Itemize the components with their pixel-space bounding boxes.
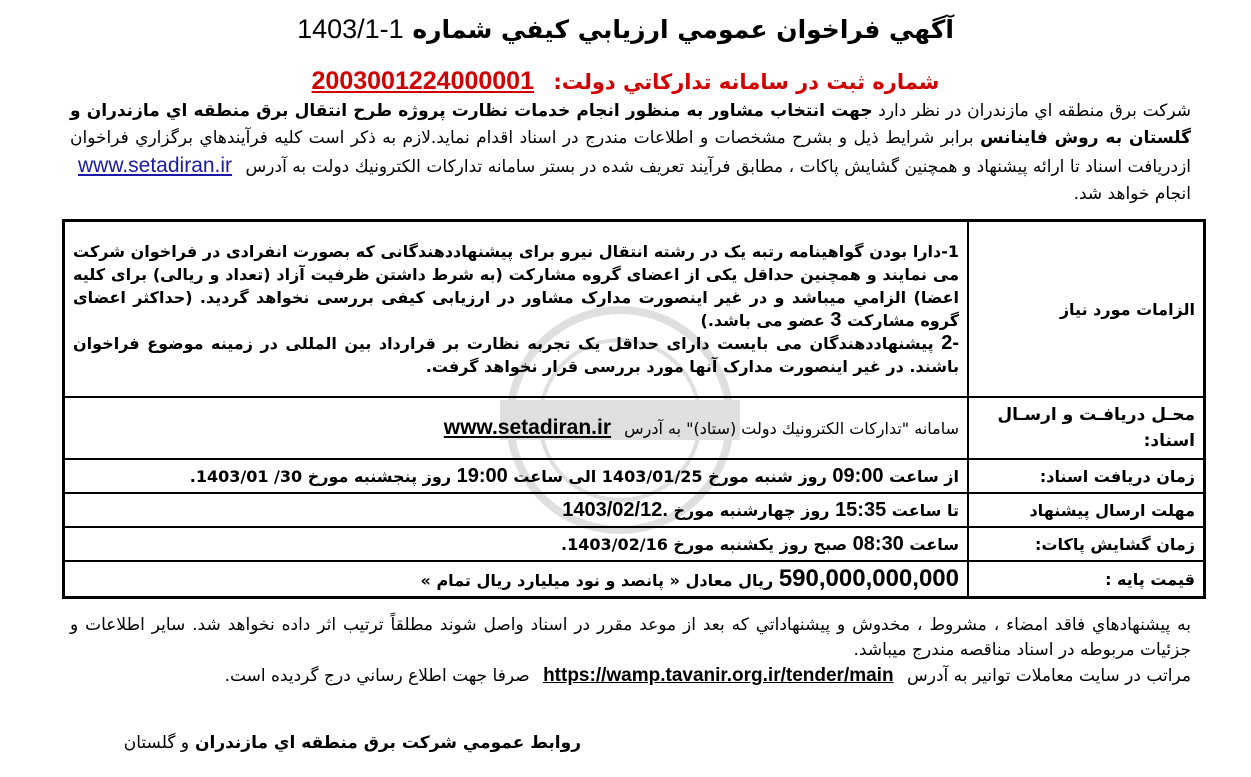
table-row	[64, 527, 1205, 561]
place-content: سامانه "تداركات الكترونيك دولت (ستاد)" به آدرس www.setadiran.ir	[64, 397, 969, 459]
table-row	[64, 459, 1205, 493]
table-row	[64, 493, 1205, 527]
setadiran-link[interactable]: www.setadiran.ir	[78, 154, 233, 177]
receive-content: از ساعت 09:00 روز شنبه مورخ 1403/01/25 الی ساعت 19:00 روز پنجشنبه مورخ 30/ 1403/01.	[64, 459, 969, 493]
table-row	[64, 561, 1205, 598]
deadline-content: تا ساعت 15:35 روز چهارشنبه مورخ 1403/02/12.	[64, 493, 969, 527]
receive-label: زمان دريافت اسناد:	[968, 459, 1205, 493]
title-number: 1-1403/1	[297, 14, 404, 44]
registration-value: 2003001224000001	[311, 67, 534, 95]
place-setadiran-link[interactable]: www.setadiran.ir	[443, 416, 612, 439]
project-title: جهت انتخاب مشاور به منظور انجام خدمات نظارت پروژه طرح انتقال برق منطقه اي مازندران و گلستان به روش فاينانس	[70, 101, 1191, 148]
requirements-content: 1-دارا بودن گواهینامه رتبه یک در رشته انتقال نیرو برای پیشنهاددهندگانی که بصورت انفرادی در فراخوان شرکت می نمایند و همچنین حداقل یکی از اعضای گروه مشارکت (به شرط داشتن ظرفیت آزاد (تعداد و ریالی) برای کلیه اعضا) الزامي میباشد و در غیر اینصورت مدارک مشاور در ارزیابی کیفی بررسی نخواهد گردید. (حداکثر اعضای گروه مشارکت 3 عضو می باشد.) 2- پیشنهاددهندگان می بایست دارای حداقل یک تجربه نظارت بر قرارداد بین المللی در زمینه موضوع فراخوان باشند. در غیر اینصورت مدارک آنها مورد بررسی قرار نخواهد گرفت.	[64, 221, 969, 398]
opening-label: زمان گشايش پاكات:	[968, 527, 1205, 561]
intro-paragraph: شركت برق منطقه اي مازندران در نظر دارد جهت انتخاب مشاور به منظور انجام خدمات نظارت پروژه طرح انتقال برق منطقه اي مازندران و گلستان به روش فاينانس برابر شرايط ذيل و بشرح مشخصات و اطلاعات مندرج در اسناد اقدام نمايد.لازم به ذكر است كليه فرآيندهاي برگزاري فراخوان ازدريافت اسناد تا ارائه پيشنهاد و همچنين گشايش پاكات ، مطابق فرآيند تعريف شده در بستر سامانه تداركات الكترونيك دولت به آدرس www.setadiran.ir انجام خواهد شد.	[70, 101, 1191, 204]
table-row	[64, 221, 1205, 398]
notice-title	[0, 12, 1251, 47]
title-text: آگهي فراخوان عمومي ارزيابي كيفي شماره	[412, 15, 954, 44]
place-label: محـل دريافـت و ارسـال اسناد:	[968, 397, 1205, 459]
price-content: 590,000,000,000 ريال معادل « پانصد و نود میلیارد ريال تمام »	[64, 561, 969, 598]
signature: روابط عمومي شركت برق منطقه اي مازندران و گلستان	[123, 733, 581, 753]
registration-label: شماره ثبت در سامانه تداركاتي دولت:	[553, 70, 940, 94]
price-amount: 590,000,000,000	[778, 564, 959, 592]
price-label: قيمت پايه :	[968, 561, 1205, 598]
requirements-label: الزامات مورد نياز	[968, 221, 1205, 398]
requirements-table	[62, 219, 1206, 599]
deadline-label: مهلت ارسال پيشنهاد	[968, 493, 1205, 527]
opening-content: ساعت 08:30 صبح روز یکشنبه مورخ 1403/02/16.	[64, 527, 969, 561]
footer-paragraph: به پيشنهادهاي فاقد امضاء ، مشروط ، مخدوش و پيشنهاداتي كه بعد از موعد مقرر در اسناد واصل شوند مطلقاً ترتيب اثر داده نخواهد شد. ساير اطلاعات و جزئيات مربوطه در اسناد مناقصه مندرج ميباشد. مراتب در سايت معاملات توانير به آدرس https://wamp.tavanir.org.ir/tender/main صرفا جهت اطلاع رساني درج گرديده است.	[70, 615, 1191, 686]
tavanir-link[interactable]: https://wamp.tavanir.org.ir/tender/main	[543, 665, 894, 686]
table-row	[64, 397, 1205, 459]
registration-number	[0, 66, 1251, 97]
